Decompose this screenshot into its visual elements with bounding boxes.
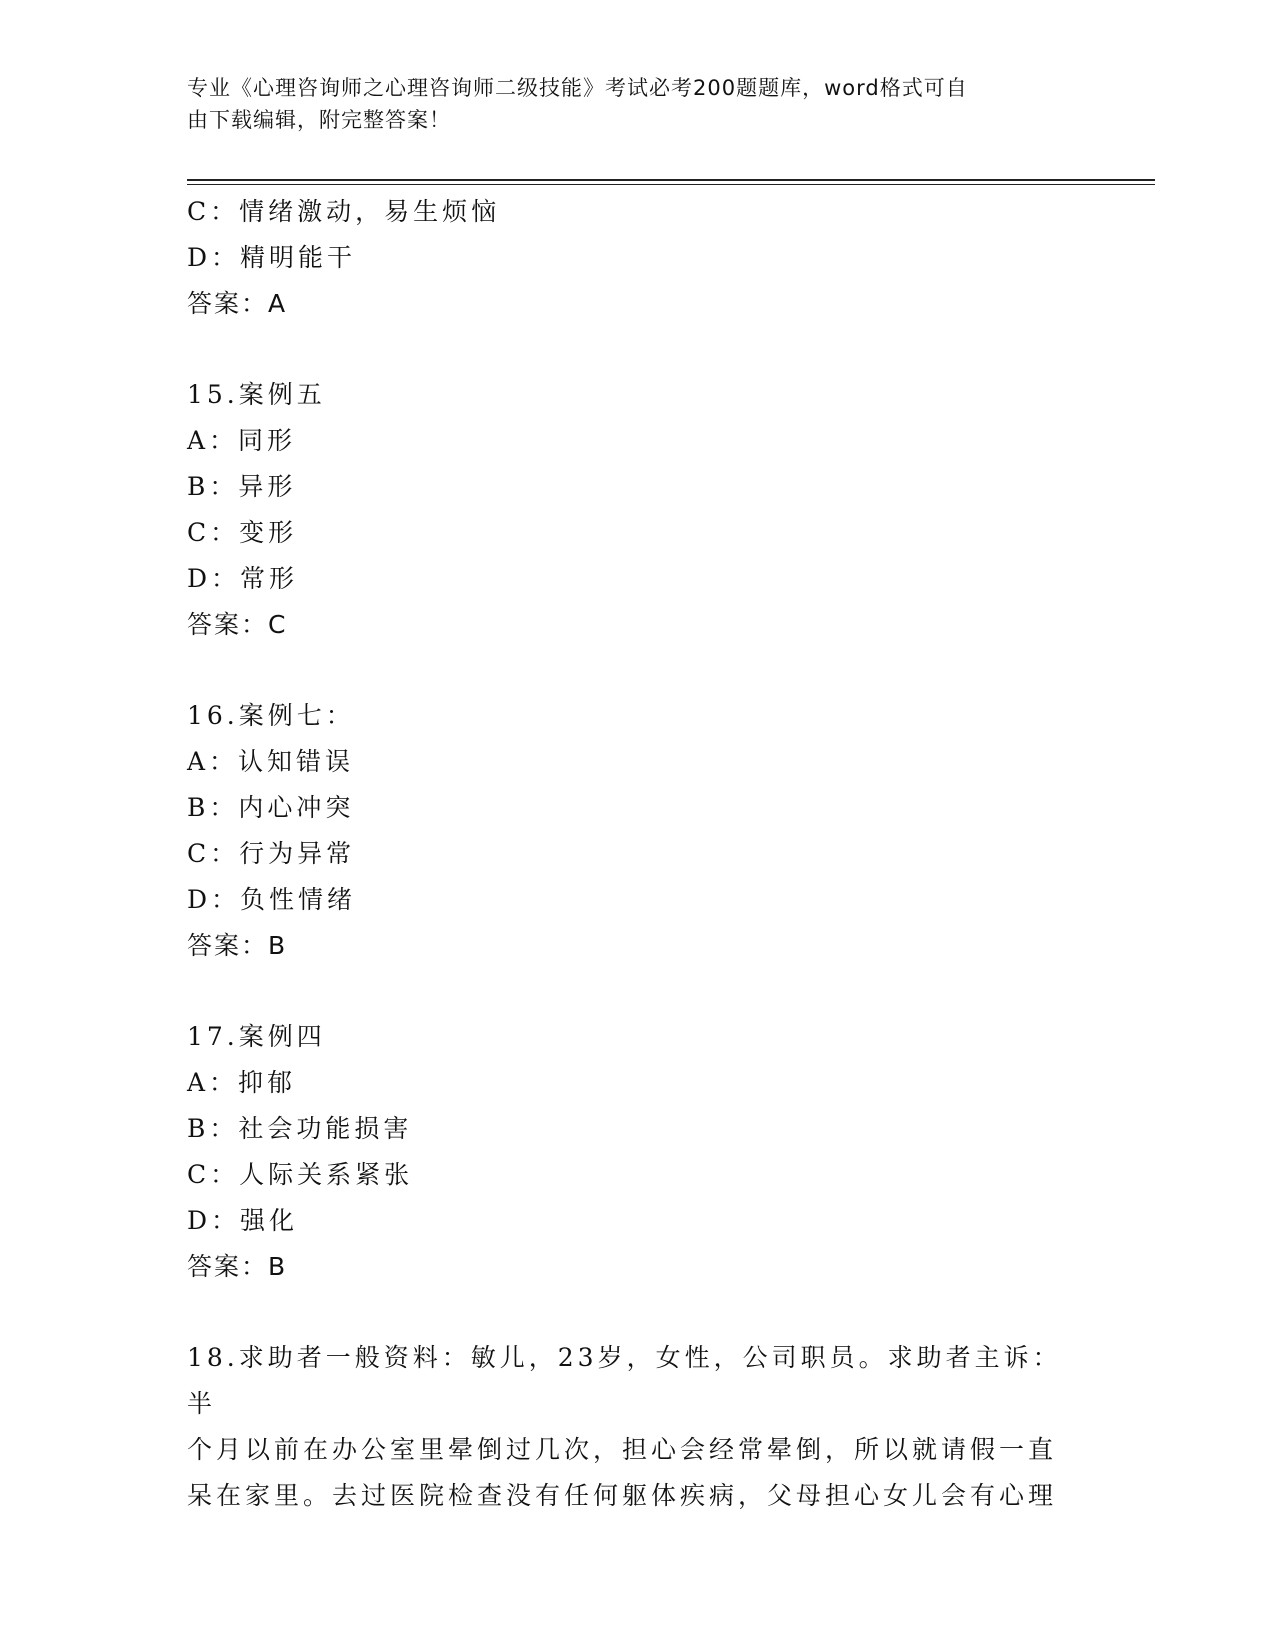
question-17: 17.案例四 (187, 1022, 326, 1051)
document-body (187, 189, 1087, 1519)
header-divider-thin (187, 184, 1155, 185)
document-header (187, 72, 1067, 136)
question-18 (187, 1335, 1077, 1519)
header-line-1: 专业《心理咨询师之心理咨询师二级技能》考试必考200题题库，word格式可自 (187, 76, 968, 100)
q15-option-b: B：异形 (187, 472, 297, 501)
q18-line-3: 呆在家里。去过医院检查没有任何躯体疾病，父母担心女儿会有心理 (187, 1481, 1058, 1510)
option-c: C：情绪激动，易生烦恼 (187, 197, 501, 226)
header-line-2: 由下载编辑，附完整答案！ (187, 108, 451, 132)
q16-option-b: B：内心冲突 (187, 793, 355, 822)
question-15: 15.案例五 (187, 380, 326, 409)
q17-option-b: B：社会功能损害 (187, 1114, 413, 1143)
q17-option-c: C：人际关系紧张 (187, 1160, 414, 1189)
q16-option-d: D：负性情绪 (187, 885, 357, 914)
option-d: D：精明能干 (187, 243, 357, 272)
q18-line-2: 个月以前在办公室里晕倒过几次，担心会经常晕倒，所以就请假一直 (187, 1435, 1058, 1464)
q15-option-d: D：常形 (187, 564, 299, 593)
q17-option-d: D：强化 (187, 1206, 299, 1235)
q15-option-c: C：变形 (187, 518, 298, 547)
q15-option-a: A：同形 (187, 426, 297, 455)
header-divider-thick (187, 179, 1155, 181)
q16-option-c: C：行为异常 (187, 839, 356, 868)
q18-line-1: 18.求助者一般资料：敏儿，23岁，女性，公司职员。求助者主诉：半 (187, 1343, 1062, 1418)
q16-option-a: A：认知错误 (187, 747, 355, 776)
q15-answer: 答案：C (187, 610, 288, 639)
question-16: 16.案例七： (187, 701, 355, 730)
answer: 答案：A (187, 289, 288, 318)
q17-answer: 答案：B (187, 1252, 288, 1281)
q17-option-a: A：抑郁 (187, 1068, 297, 1097)
q16-answer: 答案：B (187, 931, 288, 960)
